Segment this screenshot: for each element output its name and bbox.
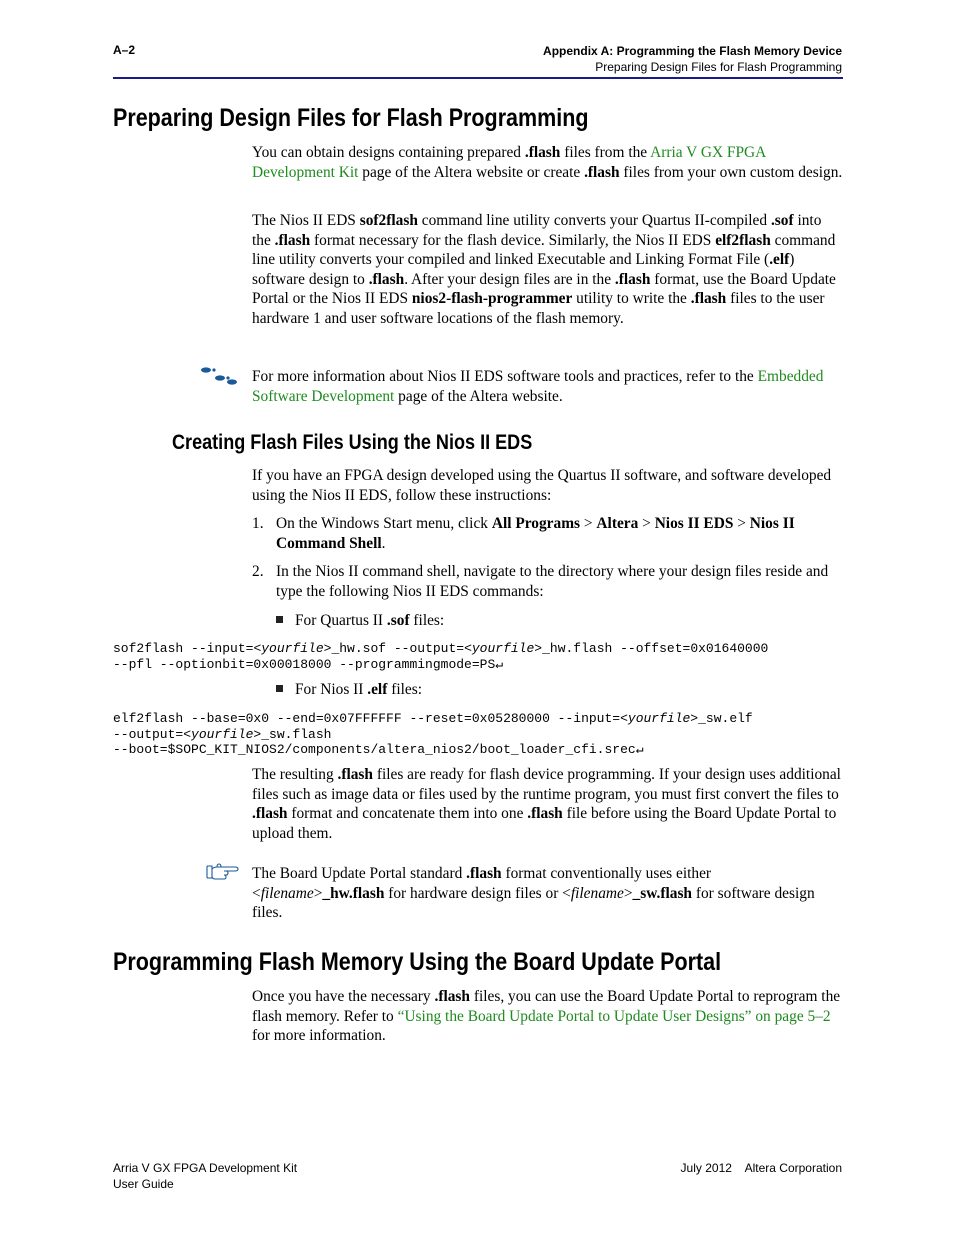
footer-doc-title: Arria V GX FPGA Development Kit — [113, 1161, 298, 1175]
code-sof2flash: sof2flash --input=<yourfile>_hw.sof --output=<yourfile>_hw.flash --offset=0x01640000 --pfl --optionbit=0x00018000 --programmingmode=PS↵ — [113, 641, 769, 672]
appendix-title: Appendix A: Programming the Flash Memory Device — [543, 44, 842, 58]
step-number: 1. — [252, 515, 264, 532]
bullet-sof-files: For Quartus II .sof files: — [276, 611, 836, 631]
footer-doc-subtitle: User Guide — [113, 1177, 174, 1191]
footprints-icon — [200, 366, 240, 386]
paragraph-sof2flash: The Nios II EDS sof2flash command line utility converts your Quartus II-compiled .sof into the .flash format necessary for the flash device. Similarly, the Nios II EDS elf2flash command line utility converts your compiled and linked Executable and Linking Format File (.elf) software design to .flash. After your design files are in the .flash format, use the Board Update Portal or the Nios II EDS nios2-flash-programmer utility to write the .flash files to the user hardware 1 and user software locations of the flash memory. — [252, 212, 836, 327]
running-header — [543, 43, 842, 75]
return-icon: ↵ — [635, 742, 644, 758]
footer-right — [681, 1160, 842, 1176]
step-number: 2. — [252, 563, 264, 580]
footer-date: July 2012 — [680, 1161, 732, 1175]
header-rule — [113, 77, 843, 79]
bullet-icon — [276, 616, 283, 623]
bullet-elf-files: For Nios II .elf files: — [276, 680, 836, 700]
note-embedded-software: For more information about Nios II EDS software tools and practices, refer to the Embedded Software Development page of the Altera website. — [252, 368, 824, 405]
page-number: A–2 — [113, 43, 136, 57]
return-icon: ↵ — [495, 656, 504, 672]
link-embedded-software[interactable]: Embedded Software Development — [252, 368, 824, 405]
step-1: 1. On the Windows Start menu, click All Programs > Altera > Nios II EDS > Nios II Command Shell. — [252, 515, 795, 552]
code-elf2flash: elf2flash --base=0x0 --end=0x07FFFFFF --reset=0x05280000 --input=<yourfile>_sw.elf --output=<yourfile>_sw.flash --boot=$SOPC_KIT_NIOS2/components/altera_nios2/boot_loader_cfi.srec↵ — [113, 711, 753, 758]
section-heading-preparing: Preparing Design Files for Flash Programming — [113, 104, 589, 132]
paragraph-board-update-portal: Once you have the necessary .flash files, you can use the Board Update Portal to reprogram the flash memory. Refer to “Using the Board Update Portal to Update User Designs” on page 5–2 for more information. — [252, 988, 841, 1045]
link-dev-kit[interactable]: Arria V GX FPGA Development Kit — [252, 144, 766, 181]
note-board-update-portal-format: The Board Update Portal standard .flash format conventionally uses either <filename>_hw.flash for hardware design files or <filename>_sw.flash for software design files. — [252, 865, 815, 922]
step-2: 2. In the Nios II command shell, navigate to the directory where your design files reside and type the following Nios II EDS commands: — [252, 563, 829, 600]
link-using-board-update-portal[interactable]: “Using the Board Update Portal to Update User Designs” on page 5–2 — [397, 1007, 831, 1025]
subsection-heading-creating: Creating Flash Files Using the Nios II EDS — [172, 431, 533, 454]
section-title: Preparing Design Files for Flash Programming — [595, 60, 842, 74]
pointing-hand-icon — [205, 862, 239, 880]
bullet-icon — [276, 685, 283, 692]
paragraph-intro: If you have an FPGA design developed using the Quartus II software, and software developed using the Nios II EDS, follow these instructions: — [252, 467, 832, 504]
paragraph-resulting-files: The resulting .flash files are ready for flash device programming. If your design uses additional files such as image data or files used by the runtime program, you must first convert the files to .flash format and concatenate them into one .flash file before using the Board Update Portal to upload them. — [252, 766, 841, 842]
footer-company: Altera Corporation — [744, 1161, 842, 1175]
footer-left — [113, 1160, 297, 1192]
section-heading-programming: Programming Flash Memory Using the Board Update Portal — [113, 948, 722, 976]
paragraph-obtain-designs: You can obtain designs containing prepared .flash files from the Arria V GX FPGA Development Kit page of the Altera website or create .flash files from your own custom design. — [252, 144, 843, 181]
